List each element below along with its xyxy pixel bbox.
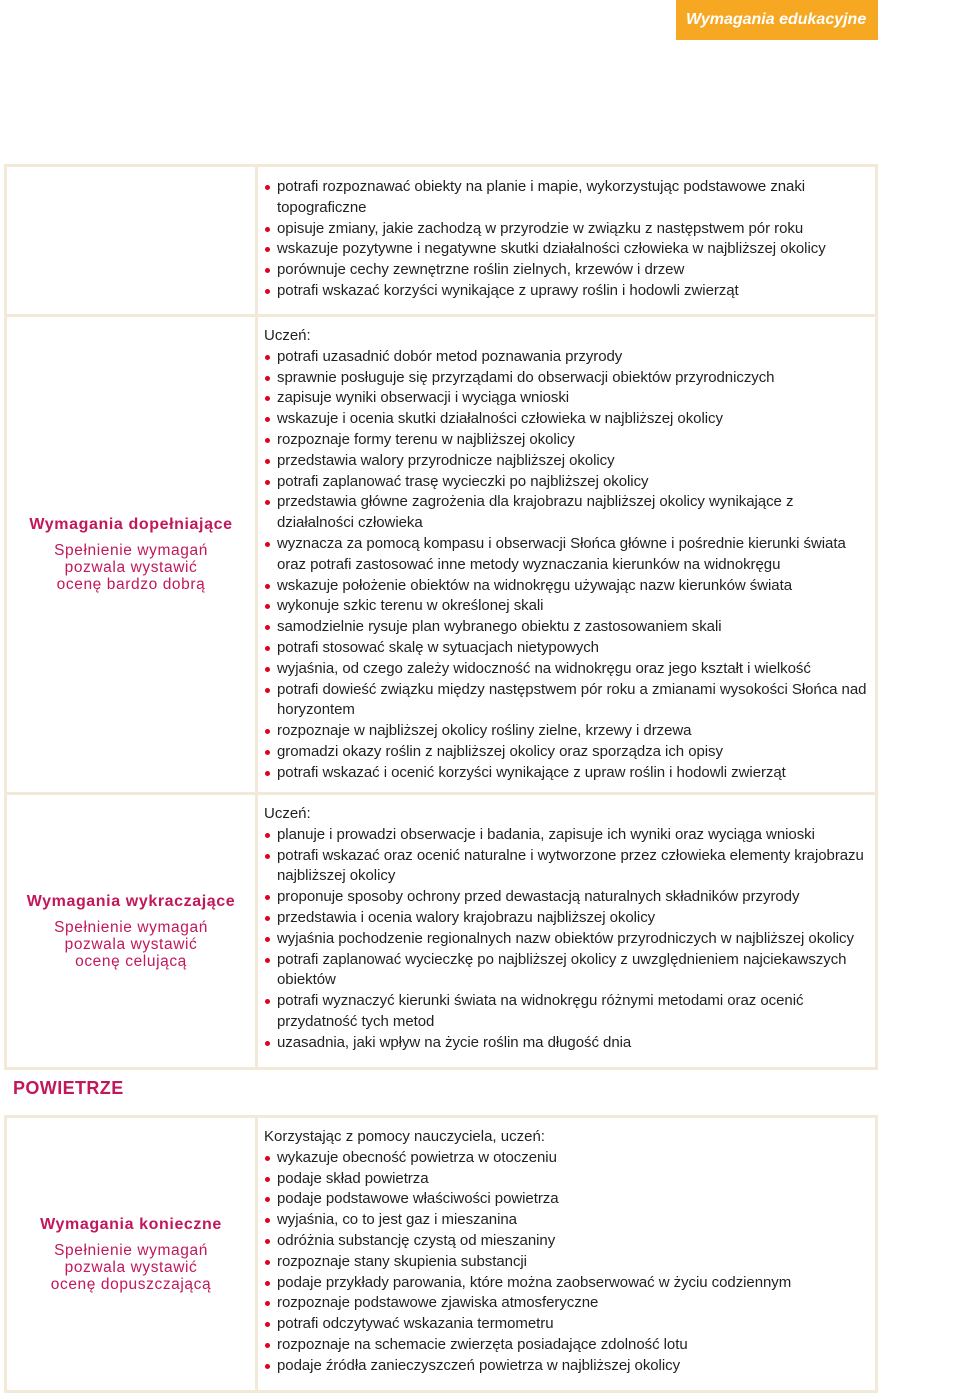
list-item: potrafi wskazać i ocenić korzyści wynikające z upraw roślin i hodowli zwierząt <box>264 763 869 784</box>
requirement-content-cell <box>258 1118 875 1390</box>
list-intro: Uczeń: <box>264 805 311 822</box>
header-tab: Wymagania edukacyjne <box>676 0 878 40</box>
table-row <box>7 317 875 795</box>
list-item: wyznacza za pomocą kompasu i obserwacji Słońca główne i pośrednie kierunki świata oraz potrafi zastosować inne metody wyznaczania kierunków na widnokręgu <box>264 534 869 576</box>
list-item: rozpoznaje na schemacie zwierzęta posiadające zdolność lotu <box>264 1335 869 1356</box>
requirement-level-cell <box>7 795 258 1067</box>
requirement-level-cell <box>7 317 258 792</box>
table-row <box>7 1118 875 1390</box>
list-item: potrafi uzasadnić dobór metod poznawania przyrody <box>264 347 869 368</box>
requirement-level-cell <box>7 1118 258 1390</box>
table-row <box>7 167 875 317</box>
grade-note-line: Spełnienie wymagań <box>54 1241 208 1259</box>
list-item: odróżnia substancję czystą od mieszaniny <box>264 1231 869 1252</box>
list-item: przedstawia główne zagrożenia dla krajobrazu najbliższej okolicy wynikające z działalności człowieka <box>264 492 869 534</box>
list-item: proponuje sposoby ochrony przed dewastacją naturalnych składników przyrody <box>264 887 869 908</box>
list-item: potrafi wyznaczyć kierunki świata na widnokręgu różnymi metodami oraz ocenić przydatność tych metod <box>264 991 869 1033</box>
list-item: wykazuje obecność powietrza w otoczeniu <box>264 1148 869 1169</box>
list-item: wskazuje i ocenia skutki działalności człowieka w najbliższej okolicy <box>264 409 869 430</box>
list-item: podaje podstawowe właściwości powietrza <box>264 1189 869 1210</box>
list-item: potrafi dowieść związku między następstwem pór roku a zmianami wysokości Słońca nad horyzontem <box>264 680 869 722</box>
list-item: potrafi stosować skalę w sytuacjach nietypowych <box>264 638 869 659</box>
section-heading: POWIETRZE <box>13 1078 124 1098</box>
list-item: przedstawia i ocenia walory krajobrazu najbliższej okolicy <box>264 908 869 929</box>
list-item: przedstawia walory przyrodnicze najbliższej okolicy <box>264 451 869 472</box>
requirement-content-cell <box>258 317 875 792</box>
list-item: wyjaśnia, od czego zależy widoczność na widnokręgu oraz jego kształt i wielkość <box>264 659 869 680</box>
list-item: wyjaśnia pochodzenie regionalnych nazw obiektów przyrodniczych w najbliższej okolicy <box>264 929 869 950</box>
list-item: opisuje zmiany, jakie zachodzą w przyrodzie w związku z następstwem pór roku <box>264 219 869 240</box>
list-item: wykonuje szkic terenu w określonej skali <box>264 596 869 617</box>
grade-note-line: Spełnienie wymagań <box>54 918 208 936</box>
table-row <box>7 795 875 1067</box>
list-item: porównuje cechy zewnętrzne roślin zielnych, krzewów i drzew <box>264 260 869 281</box>
list-item: planuje i prowadzi obserwacje i badania, zapisuje ich wyniki oraz wyciąga wnioski <box>264 825 869 846</box>
list-item: podaje skład powietrza <box>264 1169 869 1190</box>
list-item: wyjaśnia, co to jest gaz i mieszanina <box>264 1210 869 1231</box>
list-item: wskazuje pozytywne i negatywne skutki działalności człowieka w najbliższej okolicy <box>264 239 869 260</box>
list-item: rozpoznaje w najbliższej okolicy rośliny zielne, krzewy i drzewa <box>264 721 869 742</box>
list-item: gromadzi okazy roślin z najbliższej okolicy oraz sporządza ich opisy <box>264 742 869 763</box>
requirement-content-cell <box>258 167 875 314</box>
list-item: samodzielnie rysuje plan wybranego obiektu z zastosowaniem skali <box>264 617 869 638</box>
list-item: wskazuje położenie obiektów na widnokręgu używając nazw kierunków świata <box>264 576 869 597</box>
list-intro: Uczeń: <box>264 327 311 344</box>
grade-note-line: ocenę bardzo dobrą <box>56 576 206 593</box>
grade-note-line: pozwala wystawić <box>64 1258 198 1276</box>
requirement-list <box>264 347 869 784</box>
requirement-level-cell <box>7 167 258 314</box>
list-item: potrafi zaplanować wycieczkę po najbliższej okolicy z uwzględnieniem najciekawszych obiektów <box>264 950 869 992</box>
requirement-level-title: Wymagania dopełniające <box>29 516 233 533</box>
grade-note-line: Spełnienie wymagań <box>54 542 208 559</box>
requirements-table <box>4 164 878 1070</box>
grade-note-line: pozwala wystawić <box>64 559 198 576</box>
requirement-level-title: Wymagania wykraczające <box>26 892 236 910</box>
list-item: rozpoznaje formy terenu w najbliższej okolicy <box>264 430 869 451</box>
list-item: potrafi wskazać oraz ocenić naturalne i wytworzone przez człowieka elementy krajobrazu najbliższej okolicy <box>264 846 869 888</box>
requirement-level-title: Wymagania konieczne <box>40 1215 222 1233</box>
list-item: potrafi odczytywać wskazania termometru <box>264 1314 869 1335</box>
grade-note-line: ocenę dopuszczającą <box>50 1275 212 1293</box>
list-item: potrafi zaplanować trasę wycieczki po najbliższej okolicy <box>264 472 869 493</box>
list-item: podaje źródła zanieczyszczeń powietrza w najbliższej okolicy <box>264 1356 869 1377</box>
list-item: zapisuje wyniki obserwacji i wyciąga wnioski <box>264 388 869 409</box>
grade-note-line: pozwala wystawić <box>64 935 198 953</box>
grade-note-line: ocenę celującą <box>75 952 187 970</box>
list-item: rozpoznaje podstawowe zjawiska atmosferyczne <box>264 1293 869 1314</box>
list-item: podaje przykłady parowania, które można zaobserwować w życiu codziennym <box>264 1273 869 1294</box>
list-item: sprawnie posługuje się przyrządami do obserwacji obiektów przyrodniczych <box>264 368 869 389</box>
requirement-list <box>264 1148 869 1377</box>
requirements-table <box>4 1115 878 1393</box>
list-intro: Korzystając z pomocy nauczyciela, uczeń: <box>264 1128 545 1145</box>
list-item: rozpoznaje stany skupienia substancji <box>264 1252 869 1273</box>
requirement-list <box>264 177 869 302</box>
requirement-list <box>264 825 869 1054</box>
list-item: potrafi wskazać korzyści wynikające z uprawy roślin i hodowli zwierząt <box>264 281 869 302</box>
list-item: uzasadnia, jaki wpływ na życie roślin ma długość dnia <box>264 1033 869 1054</box>
list-item: potrafi rozpoznawać obiekty na planie i mapie, wykorzystując podstawowe znaki topograficzne <box>264 177 869 219</box>
requirement-content-cell <box>258 795 875 1067</box>
